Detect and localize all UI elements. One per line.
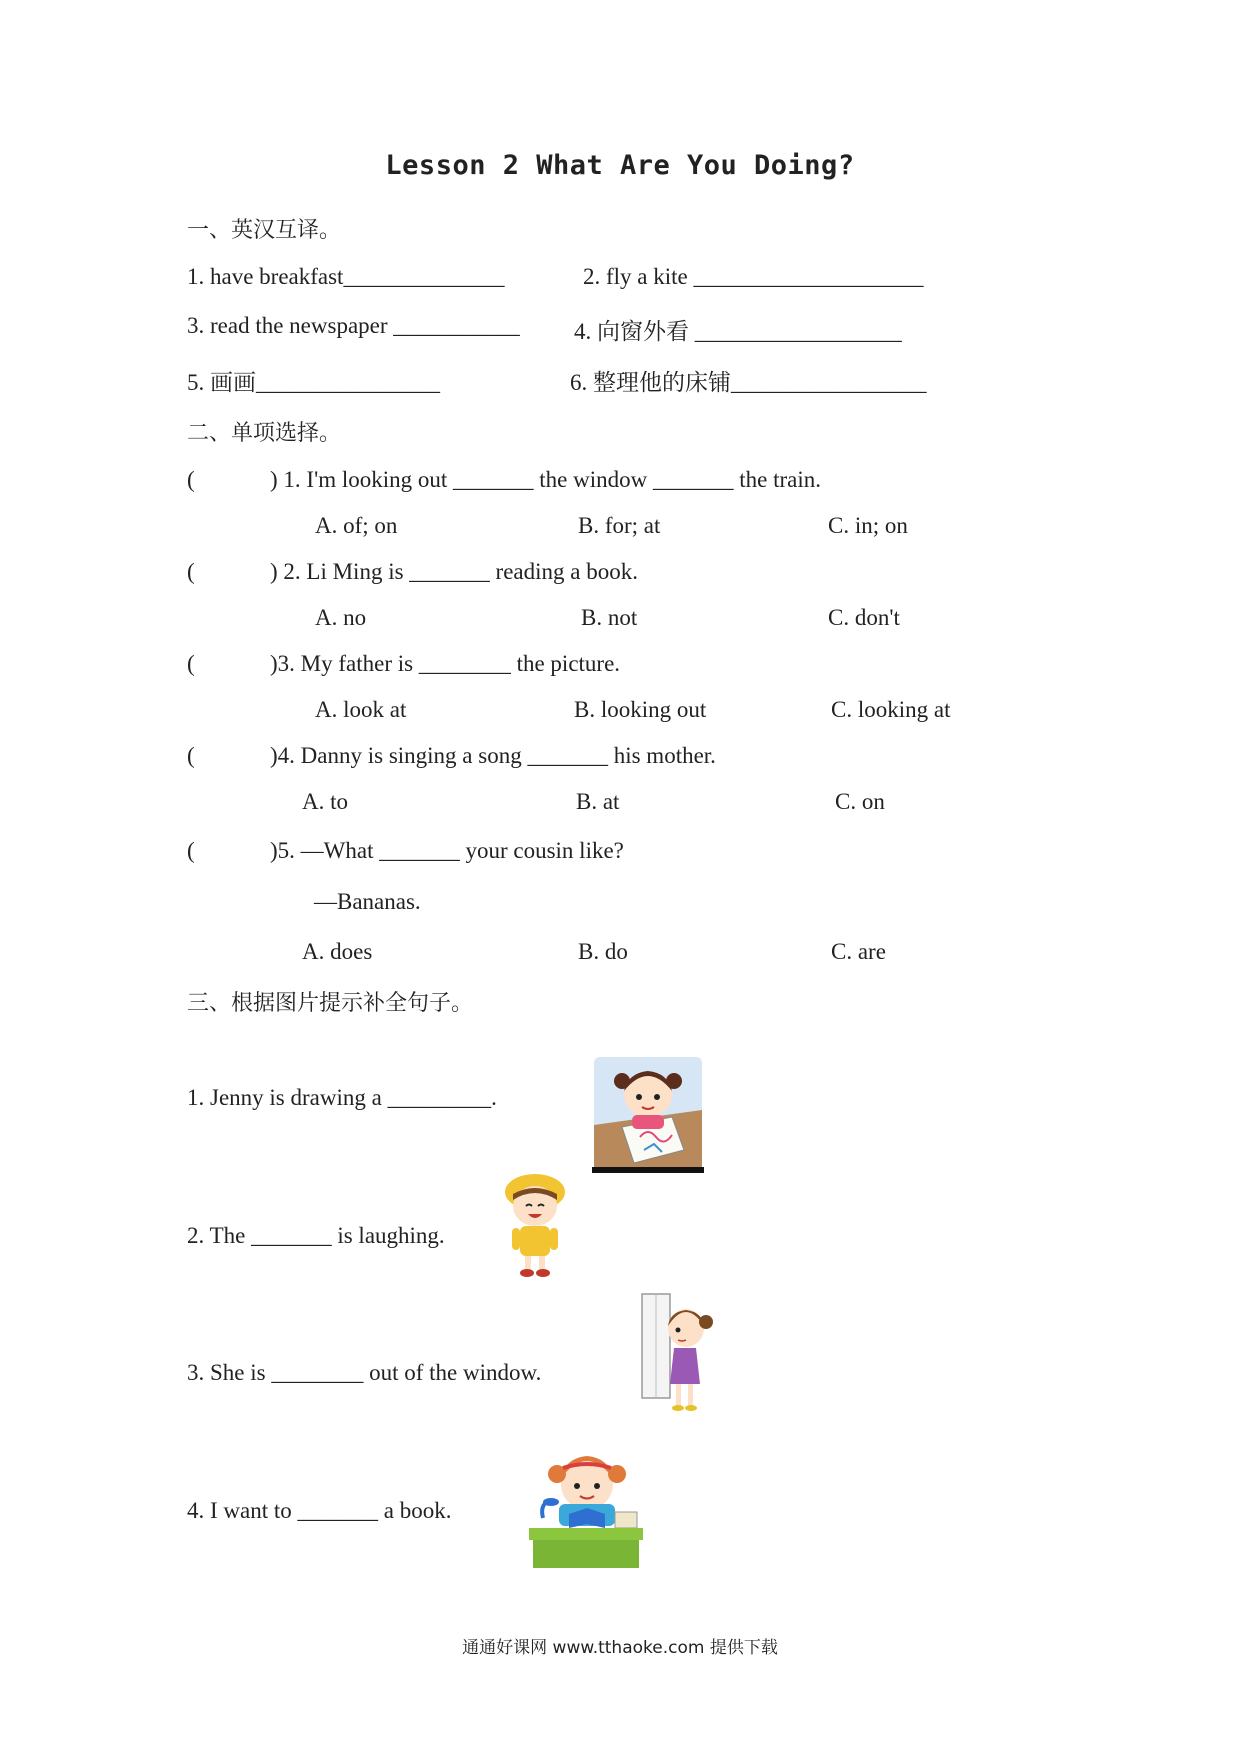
picture-sentence: 1. Jenny is drawing a _________.	[187, 1085, 497, 1110]
option-a: A. look at	[315, 697, 407, 722]
translation-item: 5. 画画________________	[187, 370, 440, 395]
question-stem: ) 2. Li Ming is _______ reading a book.	[270, 559, 638, 584]
option-c: C. don't	[828, 605, 900, 630]
option-b: B. looking out	[574, 697, 707, 722]
answer-line: —Bananas.	[314, 889, 421, 914]
option-a: A. does	[302, 939, 373, 964]
picture-sentence: 4. I want to _______ a book.	[187, 1498, 452, 1523]
section-heading-translation: 一、英汉互译。	[187, 218, 342, 243]
question-stem: )5. —What _______ your cousin like?	[270, 838, 624, 863]
translation-item: 6. 整理他的床铺_________________	[570, 370, 927, 395]
option-a: A. no	[315, 605, 367, 630]
question-stem: ) 1. I'm looking out _______ the window _______ the train.	[270, 467, 821, 492]
option-b: B. for; at	[578, 513, 661, 538]
answer-paren: (	[187, 838, 195, 863]
girl-reading-picture	[525, 1448, 647, 1570]
option-b: B. at	[576, 789, 620, 814]
answer-paren: (	[187, 467, 195, 492]
page-title: Lesson 2 What Are You Doing?	[385, 150, 855, 181]
question-stem: )4. Danny is singing a song _______ his mother.	[270, 743, 716, 768]
translation-item: 4. 向窗外看 __________________	[574, 319, 902, 344]
translation-item: 1. have breakfast______________	[187, 264, 505, 289]
option-b: B. not	[581, 605, 638, 630]
answer-paren: (	[187, 651, 195, 676]
section-heading-choice: 二、单项选择。	[187, 421, 342, 446]
option-c: C. looking at	[831, 697, 951, 722]
option-c: C. in; on	[828, 513, 908, 538]
section-heading-pictures: 三、根据图片提示补全句子。	[187, 991, 474, 1016]
footer-credit: 通通好课网 www.tthaoke.com 提供下载	[462, 1638, 778, 1658]
girl-drawing-picture	[592, 1055, 704, 1175]
option-b: B. do	[578, 939, 628, 964]
picture-sentence: 2. The _______ is laughing.	[187, 1223, 445, 1248]
question-stem: )3. My father is ________ the picture.	[270, 651, 621, 676]
laughing-girl-picture	[498, 1170, 572, 1280]
picture-sentence: 3. She is ________ out of the window.	[187, 1360, 542, 1385]
answer-paren: (	[187, 559, 195, 584]
translation-item: 2. fly a kite ____________________	[583, 264, 924, 289]
option-a: A. to	[302, 789, 348, 814]
option-c: C. on	[835, 789, 885, 814]
answer-paren: (	[187, 743, 195, 768]
option-a: A. of; on	[315, 513, 398, 538]
option-c: C. are	[831, 939, 886, 964]
translation-item: 3. read the newspaper ___________	[187, 313, 520, 338]
girl-window-picture	[640, 1292, 716, 1422]
